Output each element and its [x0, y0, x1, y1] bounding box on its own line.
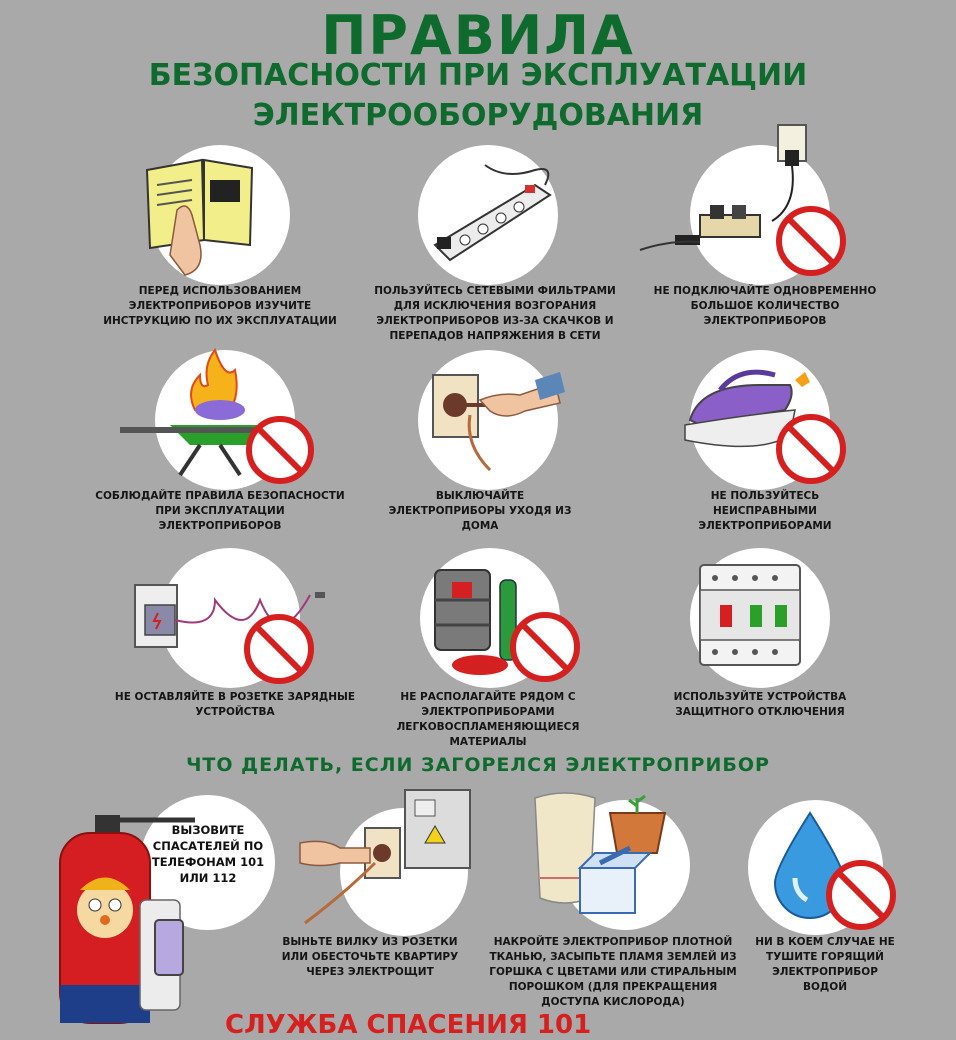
prohibition-icon	[826, 860, 896, 930]
unplug-hand-icon	[425, 365, 565, 484]
rule-caption-9: ИСПОЛЬЗУЙТЕ УСТРОЙСТВА ЗАЩИТНОГО ОТКЛЮЧЕНИЯ	[673, 691, 847, 718]
surge-protector-icon	[425, 165, 560, 279]
rule-caption-8: НЕ РАСПОЛАГАЙТЕ РЯДОМ С ЭЛЕКТРОПРИБОРАМИ ЛЕГКОВОСПЛАМЕНЯЮЩИЕСЯ МАТЕРИАЛЫ	[396, 691, 580, 748]
cloth-soil-powder-icon	[530, 788, 680, 932]
footer-partial-text: СЛУЖБА СПАСЕНИЯ 101	[225, 1010, 592, 1040]
fire-step-caption-2: НАКРОЙТЕ ЭЛЕКТРОПРИБОР ПЛОТНОЙ ТКАНЬЮ, ЗАСЫПЬТЕ ПЛАМЯ ЗЕМЛЕЙ ИЗ ГОРШКА С ЦВЕТАМИ ИЛИ СТИРАЛЬНЫМ ПОРОШКОМ (ДЛЯ ПРЕКРАЩЕНИЯ ДОСТУПА КИСЛОРОДА)	[489, 936, 737, 1008]
fire-step-caption-3: НИ В КОЕМ СЛУЧАЕ НЕ ТУШИТЕ ГОРЯЩИЙ ЭЛЕКТРОПРИБОР ВОДОЙ	[755, 936, 895, 993]
prohibition-icon	[244, 614, 314, 684]
fire-step-caption-1: ВЫНЬТЕ ВИЛКУ ИЗ РОЗЕТКИ ИЛИ ОБЕСТОЧЬТЕ КВАРТИРУ ЧЕРЕЗ ЭЛЕКТРОЩИТ	[281, 936, 459, 978]
rule-caption-5: ВЫКЛЮЧАЙТЕ ЭЛЕКТРОПРИБОРЫ УХОДЯ ИЗ ДОМА	[388, 490, 572, 532]
prohibition-icon	[510, 612, 580, 682]
page-subtitle-line1: БЕЗОПАСНОСТИ ПРИ ЭКСПЛУАТАЦИИ	[148, 58, 808, 93]
extinguisher-mascot-icon	[55, 815, 225, 1028]
page-subtitle-line2: ЭЛЕКТРООБОРУДОВАНИЯ	[252, 98, 704, 133]
flammable-barrel-icon	[430, 560, 530, 689]
rule-caption-6: НЕ ПОЛЬЗУЙТЕСЬ НЕИСПРАВНЫМИ ЭЛЕКТРОПРИБОРАМИ	[698, 490, 832, 532]
rule-caption-1: ПЕРЕД ИСПОЛЬЗОВАНИЕМ ЭЛЕКТРОПРИБОРОВ ИЗУЧИТЕ ИНСТРУКЦИЮ ПО ИХ ЭКСПЛУАТАЦИИ	[103, 285, 337, 327]
prohibition-icon	[776, 414, 846, 484]
rule-caption-7: НЕ ОСТАВЛЯЙТЕ В РОЗЕТКЕ ЗАРЯДНЫЕ УСТРОЙСТВА	[114, 691, 356, 718]
page-title: ПРАВИЛА	[321, 4, 635, 67]
rule-caption-3: НЕ ПОДКЛЮЧАЙТЕ ОДНОВРЕМЕННО БОЛЬШОЕ КОЛИЧЕСТВО ЭЛЕКТРОПРИБОРОВ	[653, 285, 877, 327]
instruction-book-icon	[142, 150, 262, 284]
circuit-breaker-icon	[695, 560, 805, 674]
rule-caption-4: СОБЛЮДАЙТЕ ПРАВИЛА БЕЗОПАСНОСТИ ПРИ ЭКСПЛУАТАЦИИ ЭЛЕКТРОПРИБОРОВ	[95, 490, 345, 532]
rule-caption-2: ПОЛЬЗУЙТЕСЬ СЕТЕВЫМИ ФИЛЬТРАМИ ДЛЯ ИСКЛЮЧЕНИЯ ВОЗГОРАНИЯ ЭЛЕКТРОПРИБОРОВ ИЗ-ЗА СКАЧКОВ И ПЕРЕПАДОВ НАПРЯЖЕНИЯ В СЕТИ	[374, 285, 616, 342]
call-rescuers-text: ВЫЗОВИТЕ СПАСАТЕЛЕЙ ПО ТЕЛЕФОНАМ 101 ИЛИ 112	[151, 823, 265, 885]
fire-section-title: ЧТО ДЕЛАТЬ, ЕСЛИ ЗАГОРЕЛСЯ ЭЛЕКТРОПРИБОР	[186, 754, 770, 776]
prohibition-icon	[776, 206, 846, 276]
unplug-panel-icon	[295, 788, 475, 932]
prohibition-icon	[246, 416, 314, 484]
